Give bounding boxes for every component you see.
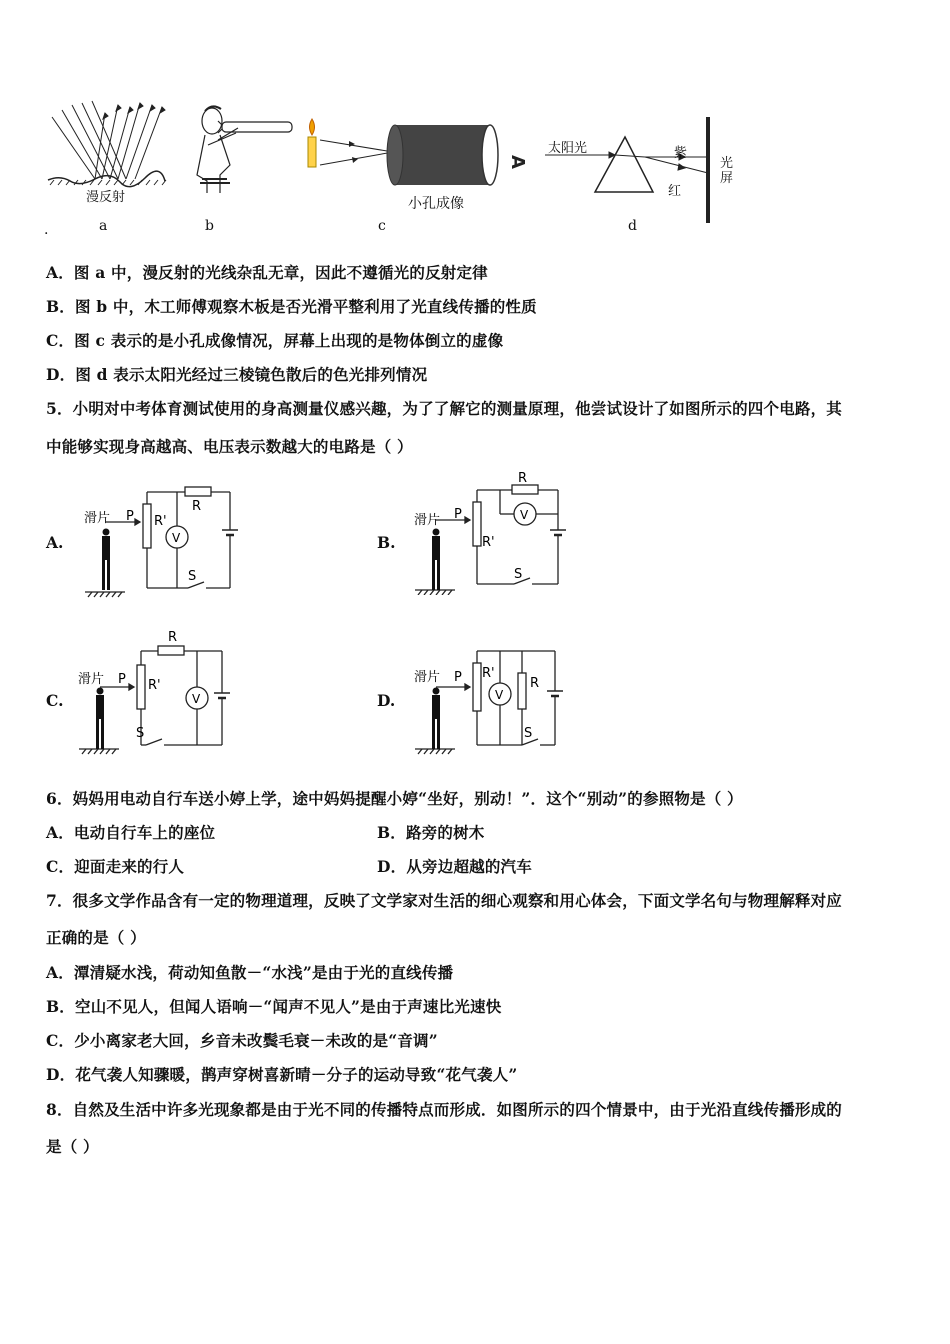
- q7-stem-line1: 7．很多文学作品含有一定的物理道理，反映了文学家对生活的细心观察和用心体会，下面文学名句与物理解释对应: [46, 891, 842, 910]
- q7-option-b: B．空山不见人，但闻人语响－“闻声不见人”是由于声速比光速快: [46, 997, 502, 1016]
- circuit-c-v: V: [192, 692, 201, 706]
- q7-option-a: A．潭清疑水浅，荷动知鱼散－“水浅”是由于光的直线传播: [46, 963, 454, 982]
- q4-option-a: A．图 a 中，漫反射的光线杂乱无章，因此不遵循光的反射定律: [46, 263, 488, 282]
- circuit-a-v: V: [172, 531, 181, 545]
- label-d: d: [628, 218, 637, 234]
- q7-option-d: D．花气袭人知骤暖，鹊声穿树喜新晴－分子的运动导致“花气袭人”: [46, 1065, 518, 1084]
- circuit-c-rprime: R': [148, 678, 161, 693]
- q7-stem-line2: 正确的是（ ）: [46, 928, 146, 947]
- figure-dot: .: [44, 222, 49, 238]
- circuit-d-rprime: R': [482, 666, 495, 681]
- circuit-a-rprime: R': [154, 514, 167, 529]
- circuit-b-v: V: [520, 508, 529, 522]
- circuit-a-r: R: [192, 499, 202, 514]
- circuit-b-s: S: [514, 567, 523, 582]
- q6-option-d: D．从旁边超越的汽车: [377, 857, 532, 876]
- q5-stem-line1: 5．小明对中考体育测试使用的身高测量仪感兴趣，为了了解它的测量原理，他尝试设计了如图所示的四个电路，其: [46, 399, 842, 418]
- caption-purple: 紫: [674, 146, 688, 161]
- optics-figure: [40, 95, 760, 245]
- label-c: c: [378, 218, 386, 234]
- label-a: a: [99, 218, 108, 234]
- circuit-c-r: R: [168, 630, 178, 645]
- q6-option-a: A．电动自行车上的座位: [46, 823, 216, 842]
- circuit-d-s: S: [524, 726, 533, 741]
- circuit-d-slider: 滑片: [414, 670, 441, 685]
- q8-stem-line2: 是（ ）: [46, 1137, 99, 1156]
- q6-stem: 6．妈妈用电动自行车送小婷上学，途中妈妈提醒小婷“坐好，别动！”．这个“别动”的参照物是（ ）: [46, 789, 743, 808]
- q4-option-d: D．图 d 表示太阳光经过三棱镜色散后的色光排列情况: [46, 365, 428, 384]
- diffuse-reflection-diagram: [48, 101, 166, 187]
- prism-dispersion-diagram: [545, 117, 708, 223]
- q5-option-c-label: C.: [46, 691, 64, 710]
- inverted-image-glyph: A: [507, 155, 528, 169]
- q5-stem-line2: 中能够实现身高越高、电压表示数越大的电路是（ ）: [46, 437, 413, 456]
- circuit-b-slider: 滑片: [414, 513, 441, 528]
- q6-option-b: B．路旁的树木: [377, 823, 485, 842]
- circuit-b-rprime: R': [482, 535, 495, 550]
- caption-screen: 光屏: [720, 156, 734, 186]
- circuit-b-r: R: [518, 471, 528, 486]
- circuit-d: [410, 645, 580, 755]
- optics-figure-drawing: [40, 95, 760, 245]
- caption-pinhole: 小孔成像: [408, 196, 464, 212]
- circuit-d-v: V: [495, 688, 504, 702]
- q4-option-c: C．图 c 表示的是小孔成像情况，屏幕上出现的是物体倒立的虚像: [46, 331, 504, 350]
- circuit-a-s: S: [188, 569, 197, 584]
- caption-diffuse: 漫反射: [86, 190, 126, 205]
- circuit-a-p: P: [126, 509, 134, 524]
- circuit-c-slider: 滑片: [78, 672, 105, 687]
- circuit-b: [410, 470, 580, 595]
- circuit-d-p: P: [454, 670, 462, 685]
- circuit-d-r: R: [530, 676, 540, 691]
- q5-option-a-label: A.: [46, 533, 64, 552]
- circuit-a-slider: 滑片: [84, 511, 111, 526]
- q5-option-b-label: B.: [377, 533, 396, 552]
- circuit-c: [74, 625, 244, 755]
- circuit-b-p: P: [454, 507, 462, 522]
- q7-option-c: C．少小离家老大回，乡音未改鬓毛衰－未改的是“音调”: [46, 1031, 438, 1050]
- q5-option-d-label: D.: [377, 691, 396, 710]
- q4-option-b: B．图 b 中，木工师傅观察木板是否光滑平整利用了光直线传播的性质: [46, 297, 537, 316]
- circuit-c-p: P: [118, 672, 126, 687]
- caption-sunlight: 太阳光: [548, 141, 588, 156]
- label-b: b: [205, 218, 214, 234]
- pinhole-camera-diagram: [308, 119, 528, 185]
- circuit-c-s: S: [136, 726, 145, 741]
- circuit-a: [80, 480, 250, 600]
- q6-option-c: C．迎面走来的行人: [46, 857, 185, 876]
- q8-stem-line1: 8．自然及生活中许多光现象都是由于光不同的传播特点而形成．如图所示的四个情景中，由于光沿直线传播形成的: [46, 1100, 842, 1119]
- caption-red: 红: [668, 184, 682, 199]
- carpenter-diagram: [197, 106, 292, 193]
